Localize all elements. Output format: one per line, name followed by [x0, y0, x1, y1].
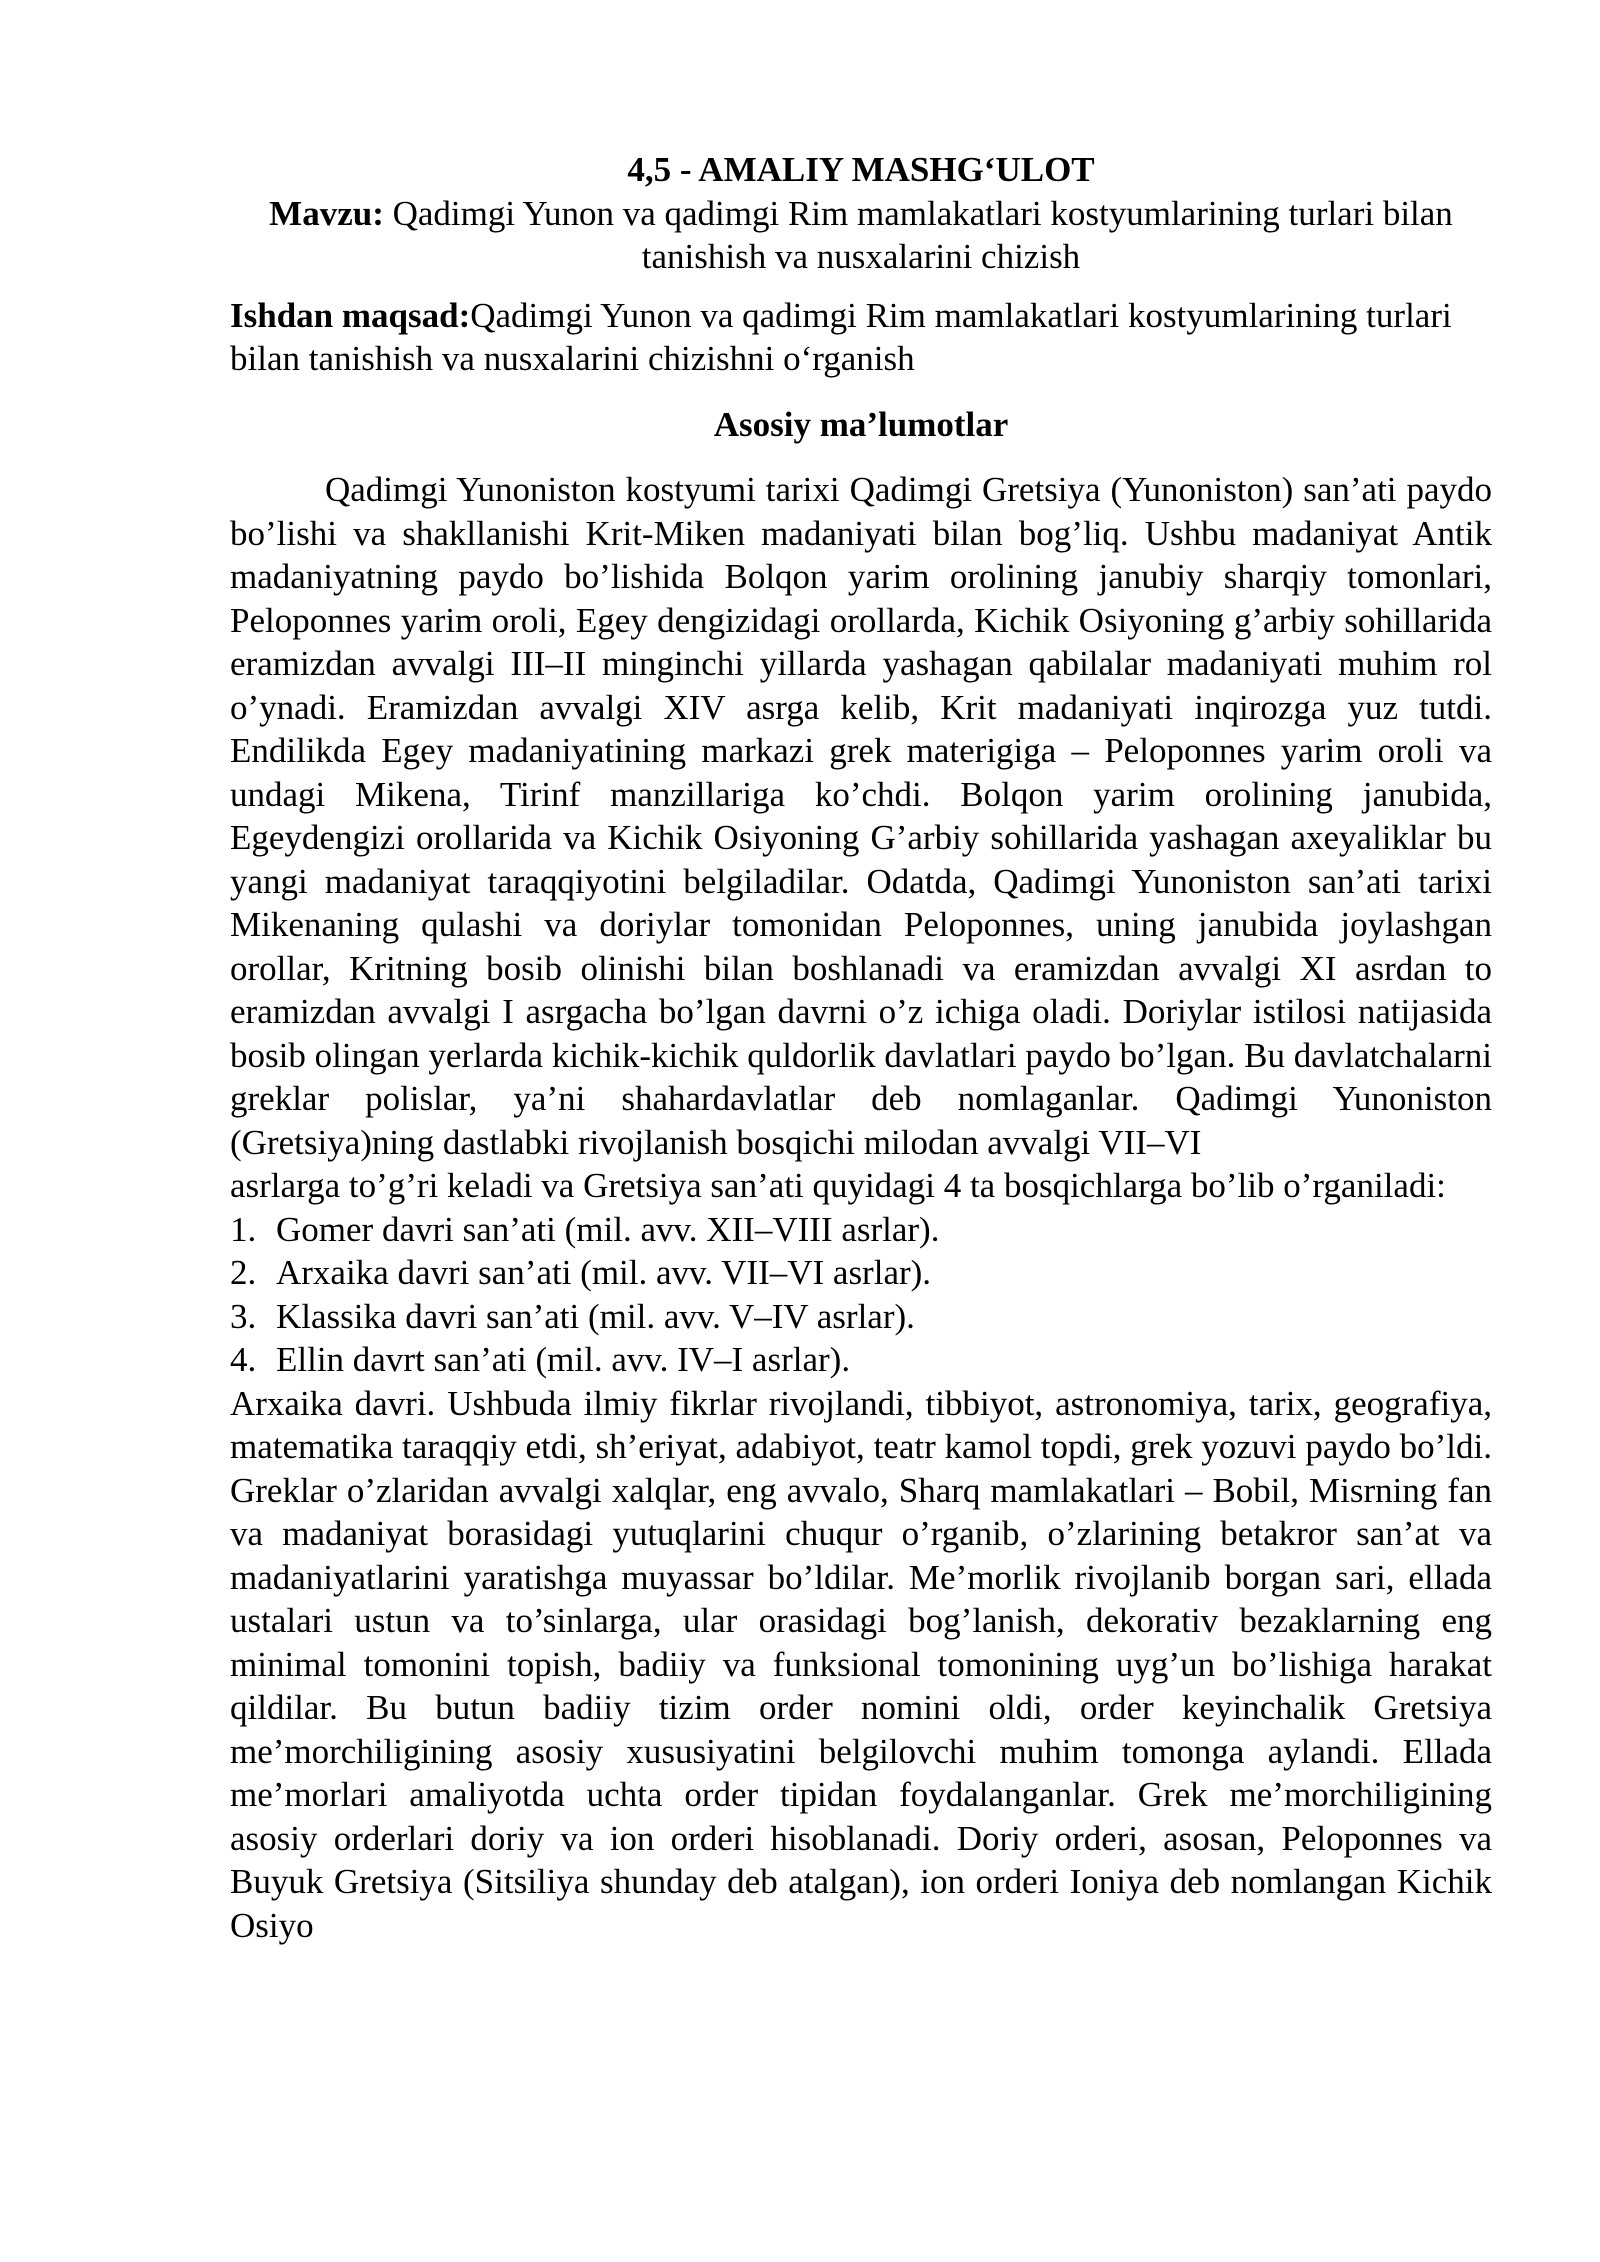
topic-line	[230, 192, 1492, 279]
document-page	[230, 148, 1492, 1947]
list-item-text: Arxaika davri san’ati (mil. avv. VII–VI asrlar).	[276, 1253, 932, 1292]
list-item	[230, 1251, 1492, 1295]
period-list	[230, 1208, 1492, 1382]
page-title: 4,5 - AMALIY MASHG‘ULOT	[627, 150, 1095, 189]
topic-text: Qadimgi Yunon va qadimgi Rim mamlakatlari kostyumlarining turlari bilan tanishish va nusxalarini chizish	[383, 193, 1453, 276]
list-item-number: 3.	[230, 1296, 257, 1336]
list-item-number: 1.	[230, 1209, 257, 1249]
list-item	[230, 1338, 1492, 1382]
body-paragraph-2: Arxaika davri. Ushbuda ilmiy fikrlar rivojlandi, tibbiyot, astronomiya, tarix, geografiya, matematika taraqqiy etdi, sh’eriyat, adabiyot, teatr kamol topdi, grek yozuvi paydo bo’ldi. Greklar o’zlaridan avvalgi xalqlar, eng avvalo, Sharq mamlakatlari – Bobil, Misrning fan va madaniyat borasidagi yutuqlarini chuqur o’rganib, o’zlarining betakror san’at va madaniyatlarini yaratishga muyassar bo’ldilar. Me’morlik rivojlanib borgan sari, ellada ustalari ustun va to’sinlarga, ular orasidagi bog’lanish, dekorativ bezaklarning eng minimal tomonini topish, badiiy va funksional tomonining uyg’un bo’lishiga harakat qildilar. Bu butun badiiy tizim order nomini oldi, order keyinchalik Gretsiya me’morchiligining asosiy xususiyatini belgilovchi muhim tomonga aylandi. Ellada me’morlari amaliyotda uchta order tipidan foydalanganlar. Grek me’morchiligining asosiy orderlari doriy va ion orderi hisoblanadi. Doriy orderi, asosan, Peloponnes va Buyuk Gretsiya (Sitsiliya shunday deb atalgan), ion orderi Ioniya deb nomlangan Kichik Osiyo	[230, 1383, 1492, 1945]
list-item-text: Klassika davri san’ati (mil. avv. V–IV asrlar).	[276, 1296, 915, 1336]
body-paragraph-1: Qadimgi Yunoniston kostyumi tarixi Qadimgi Gretsiya (Yunoniston) san’ati paydo bo’lishi va shakllanishi Krit-Miken madaniyati bilan bog’liq. Ushbu madaniyat Antik madaniyatning paydo bo’lishida Bolqon yarim orolining janubiy sharqiy tomonlari, Peloponnes yarim oroli, Egey dengizidagi orollarda, Kichik Osiyoning g’arbiy sohillarida eramizdan avvalgi III–II minginchi yillarda yashagan qabilalar madaniyati muhim rol o’ynadi. Eramizdan avvalgi XIV asrga kelib, Krit madaniyati inqirozga yuz tutdi. Endilikda Egey madaniyatining markazi grek materigiga – Peloponnes yarim oroli va undagi Mikena, Tirinf manzillariga ko’chdi. Bolqon yarim orolining janubida, Egeydengizi orollarida va Kichik Osiyoning G’arbiy sohillarida yashagan axeyaliklar bu yangi madaniyat taraqqiyotini belgiladilar. Odatda, Qadimgi Yunoniston san’ati tarixi Mikenaning qulashi va doriylar tomonidan Peloponnes, uning janubida joylashgan orollar, Kritning bosib olinishi bilan boshlanadi va eramizdan avvalgi XI asrdan to eramizdan avvalgi I asrgacha bo’lgan davrni o’z ichiga oladi. Doriylar istilosi natijasida bosib olingan yerlarda kichik-kichik quldorlik davlatlari paydo bo’lgan. Bu davlatchalarni greklar polislar, ya’ni shahardavlatlar deb nomlaganlar. Qadimgi Yunoniston (Gretsiya)ning dastlabki rivojlanish bosqichi milodan avvalgi VII–VI	[230, 470, 1492, 1162]
goal-label: Ishdan maqsad:	[230, 295, 471, 335]
list-item	[230, 1295, 1492, 1339]
list-item-text: Gomer davri san’ati (mil. avv. XII–VIII asrlar).	[276, 1209, 940, 1249]
body-paragraph-1-continuation: asrlarga to’g’ri keladi va Gretsiya san’ati quyidagi 4 ta bosqichlarga bo’lib o’rganiladi:	[230, 1166, 1446, 1205]
topic-label: Mavzu:	[269, 193, 384, 233]
goal-text: Qadimgi Yunon va qadimgi Rim mamlakatlari kostyumlarining turlari bilan tanishish va nusxalarini chizishni o‘rganish	[230, 295, 1452, 378]
list-item-text: Ellin davrt san’ati (mil. avv. IV–I asrlar).	[276, 1340, 851, 1379]
list-item-number: 4.	[230, 1340, 257, 1379]
list-item-number: 2.	[230, 1253, 257, 1292]
section-heading: Asosiy ma’lumotlar	[713, 404, 1009, 444]
goal-paragraph	[230, 294, 1492, 381]
list-item	[230, 1208, 1492, 1252]
